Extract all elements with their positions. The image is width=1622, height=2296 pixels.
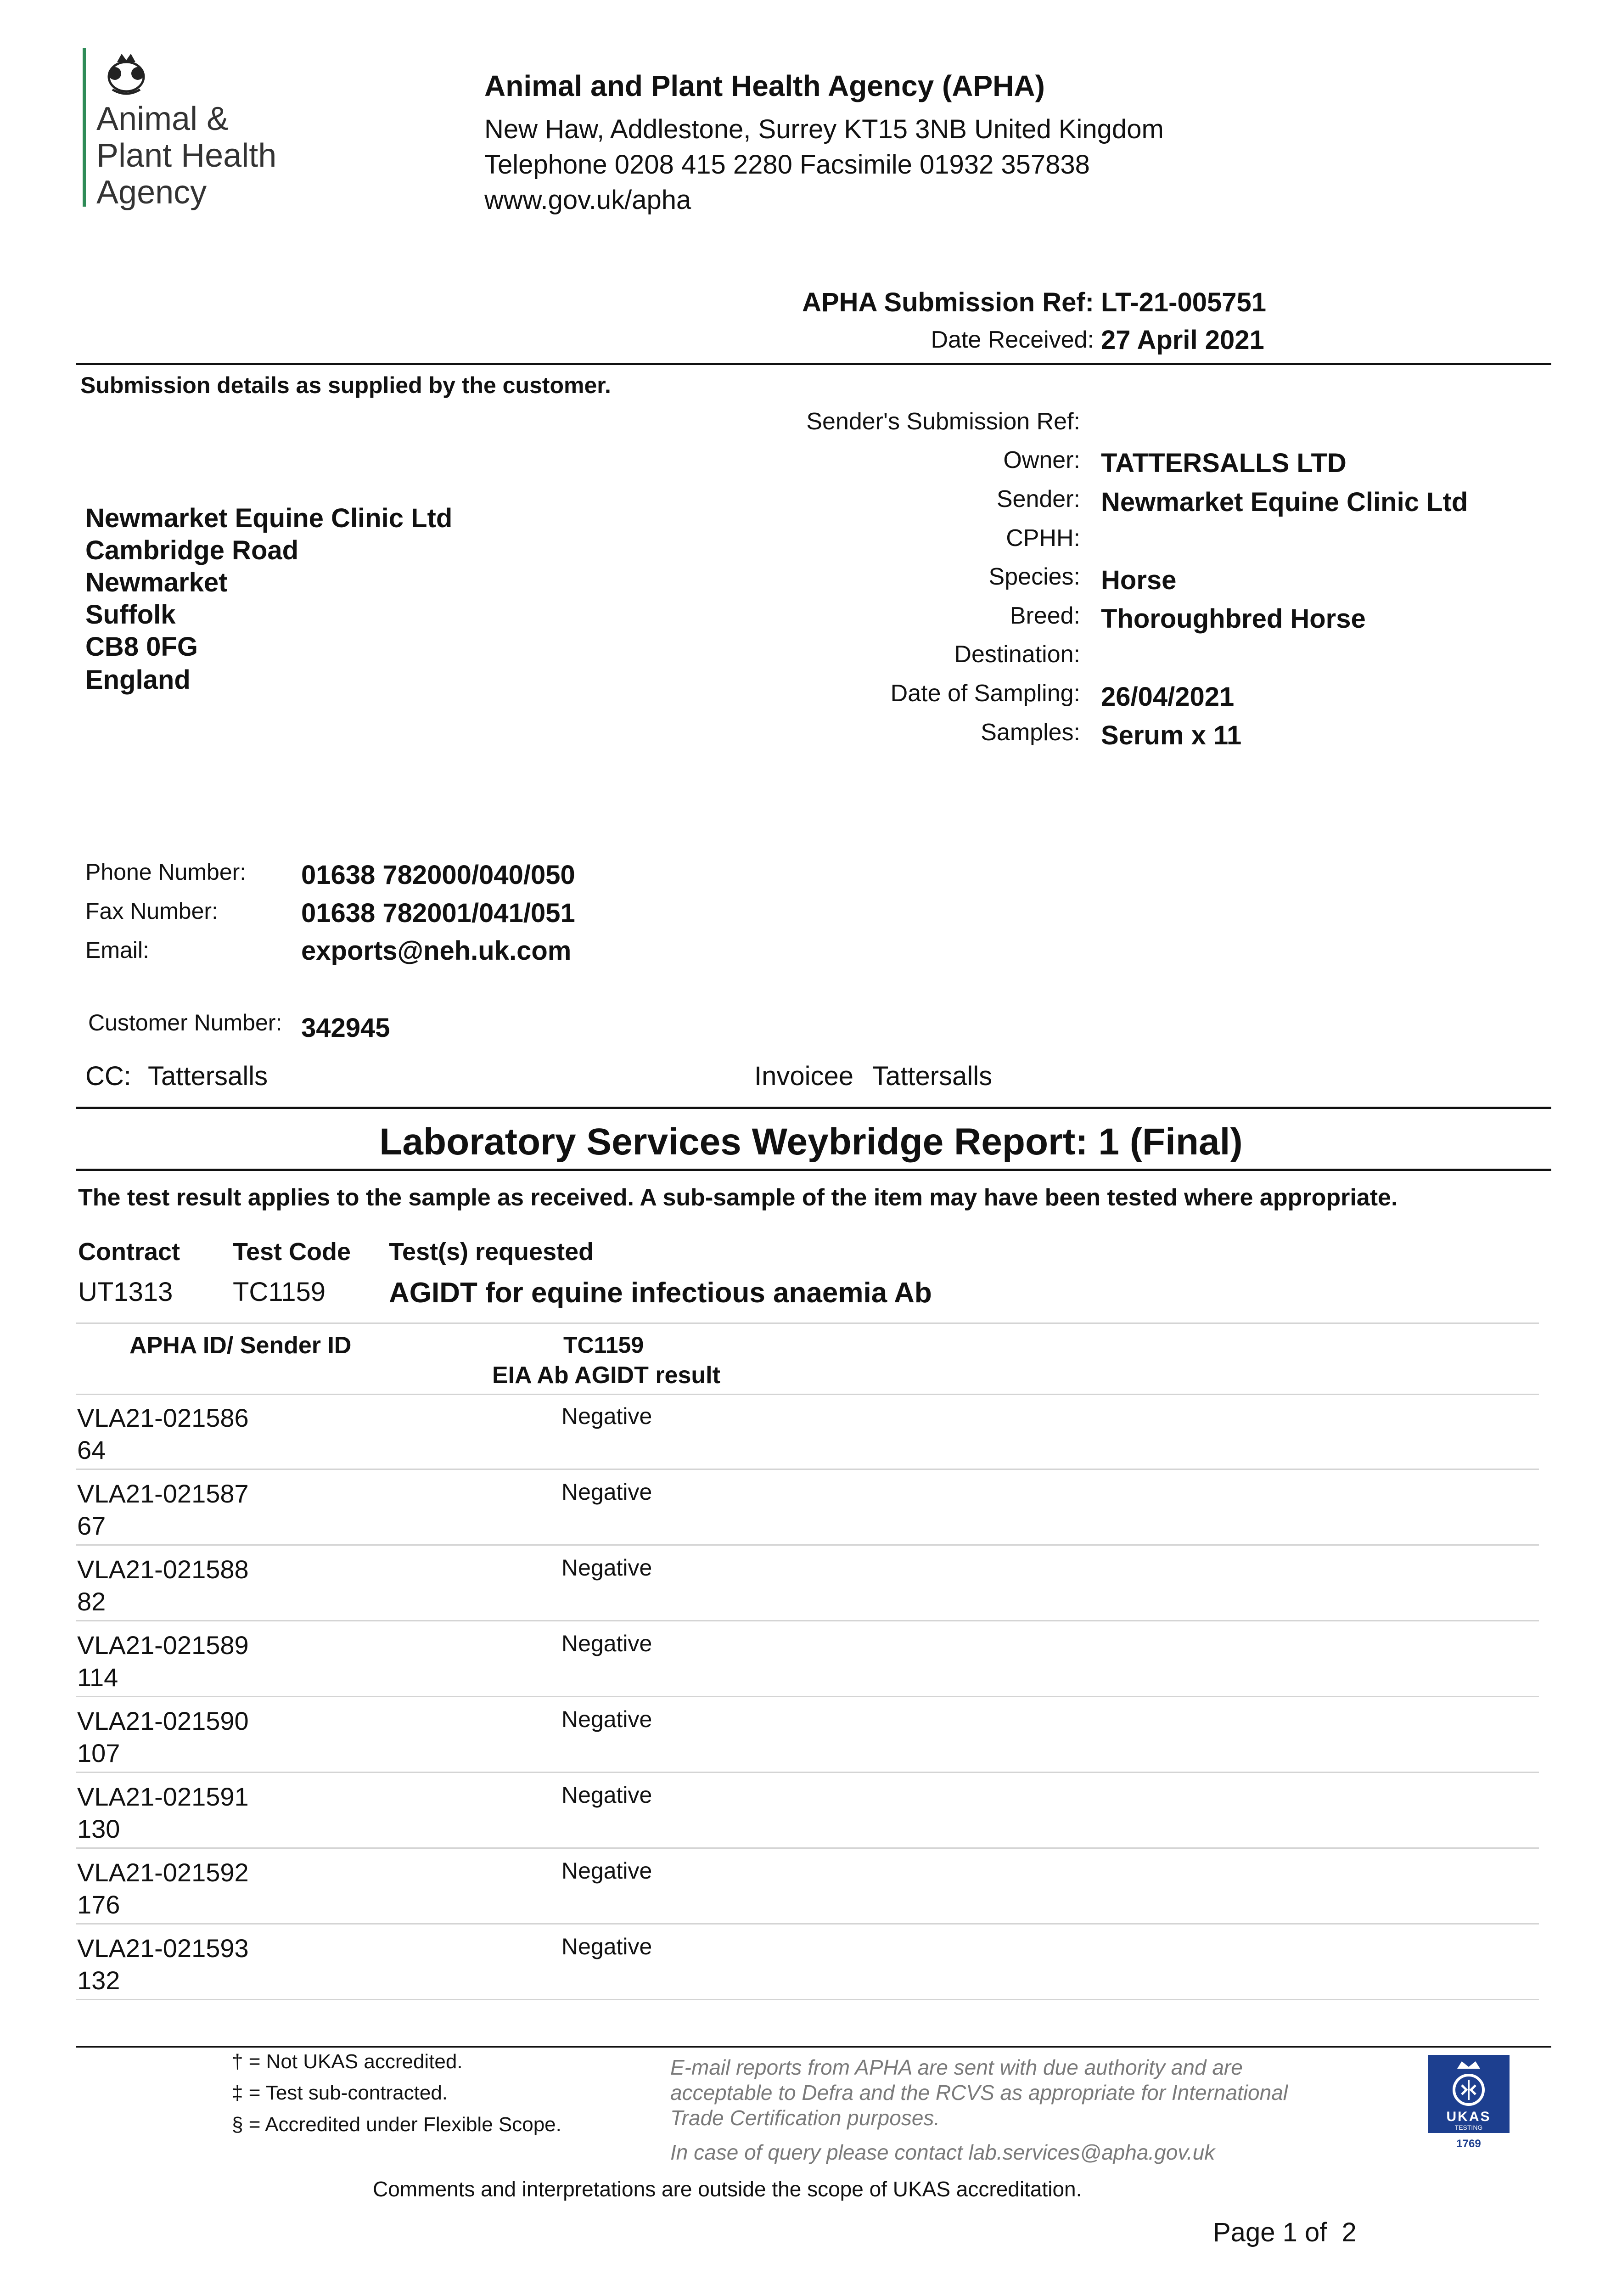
code-column-header: TC1159 — [563, 1332, 644, 1358]
ukas-number: 1769 — [1456, 2138, 1481, 2150]
result-value: Negative — [561, 1479, 652, 1505]
apha-id: VLA21-021591 — [77, 1782, 249, 1811]
report-title-bottom-rule — [76, 1169, 1551, 1171]
sampling-date-value: 26/04/2021 — [1101, 682, 1235, 712]
results-top-divider — [76, 1322, 1539, 1324]
row-divider — [76, 1772, 1539, 1773]
senders-ref-label: Sender's Submission Ref: — [806, 408, 1080, 435]
date-received-value: 27 April 2021 — [1101, 325, 1264, 355]
ukas-accreditation-logo — [1428, 2055, 1510, 2161]
date-received-label: Date Received: — [931, 326, 1094, 353]
phone-label: Phone Number: — [85, 859, 247, 885]
apha-id: VLA21-021589 — [77, 1631, 249, 1660]
report-note: The test result applies to the sample as received. A sub-sample of the item may have been tested where appropriate. — [78, 1184, 1398, 1211]
sender-id: 114 — [77, 1663, 118, 1692]
page-number: Page 1 of 2 — [1213, 2217, 1357, 2247]
email-note-line: E-mail reports from APHA are sent with due authority and are — [670, 2055, 1243, 2079]
row-divider — [76, 1847, 1539, 1849]
breed-value: Thoroughbred Horse — [1101, 604, 1366, 634]
samples-label: Samples: — [981, 719, 1080, 746]
address-line: Suffolk — [85, 600, 176, 630]
logo-text-line3: Agency — [96, 174, 207, 211]
row-divider — [76, 1469, 1539, 1470]
apha-id: VLA21-021590 — [77, 1706, 249, 1735]
logo-text-line1: Animal & — [96, 101, 229, 137]
invoicee-label: Invoicee — [754, 1061, 854, 1091]
row-divider — [76, 1923, 1539, 1925]
id-column-header: APHA ID/ Sender ID — [129, 1332, 352, 1359]
customer-number-value: 342945 — [301, 1013, 390, 1043]
submission-details-heading: Submission details as supplied by the customer. — [80, 372, 611, 398]
apha-id: VLA21-021587 — [77, 1479, 249, 1508]
owner-label: Owner: — [1003, 447, 1080, 473]
tests-value: AGIDT for equine infectious anaemia Ab — [389, 1277, 932, 1309]
test-code-value: TC1159 — [233, 1277, 326, 1307]
submission-ref-value: LT-21-005751 — [1101, 287, 1267, 317]
agency-address: New Haw, Addlestone, Surrey KT15 3NB United Kingdom — [484, 114, 1164, 144]
apha-id: VLA21-021593 — [77, 1934, 249, 1963]
result-value: Negative — [561, 1403, 652, 1429]
row-divider — [76, 1696, 1539, 1697]
owner-value: TATTERSALLS LTD — [1101, 448, 1347, 478]
result-value: Negative — [561, 1934, 652, 1959]
email-label: Email: — [85, 937, 149, 963]
address-line: England — [85, 665, 191, 695]
royal-crest-icon — [96, 48, 156, 99]
result-value: Negative — [561, 1782, 652, 1808]
email-note-line: Trade Certification purposes. — [670, 2106, 940, 2130]
agency-phone-fax: Telephone 0208 415 2280 Facsimile 01932 357838 — [484, 150, 1090, 180]
result-value: Negative — [561, 1706, 652, 1732]
logo-green-bar — [83, 48, 86, 207]
legend-line: § = Accredited under Flexible Scope. — [232, 2113, 561, 2136]
samples-value: Serum x 11 — [1101, 720, 1242, 750]
row-divider — [76, 1999, 1539, 2000]
email-note-line: acceptable to Defra and the RCVS as appropriate for International — [670, 2081, 1288, 2105]
email-value[interactable]: exports@neh.uk.com — [301, 936, 572, 966]
cc-value: Tattersalls — [148, 1061, 268, 1091]
result-value: Negative — [561, 1631, 652, 1656]
customer-number-label: Customer Number: — [88, 1010, 282, 1035]
query-note: In case of query please contact lab.services@apha.gov.uk — [670, 2140, 1215, 2164]
row-divider — [76, 1544, 1539, 1546]
sender-id: 176 — [77, 1890, 120, 1919]
header-divider — [76, 363, 1551, 365]
sender-id: 67 — [77, 1511, 106, 1540]
ukas-text: UKAS — [1446, 2109, 1491, 2124]
sender-id: 107 — [77, 1739, 120, 1767]
breed-label: Breed: — [1010, 602, 1080, 629]
cc-label: CC: — [85, 1061, 131, 1091]
apha-id: VLA21-021588 — [77, 1555, 249, 1584]
agency-name: Animal and Plant Health Agency (APHA) — [484, 69, 1045, 102]
sender-value: Newmarket Equine Clinic Ltd — [1101, 487, 1468, 517]
contract-value: UT1313 — [78, 1277, 173, 1307]
contract-header: Contract — [78, 1238, 180, 1266]
fax-value: 01638 782001/041/051 — [301, 898, 575, 928]
species-value: Horse — [1101, 565, 1177, 595]
phone-value: 01638 782000/040/050 — [301, 860, 575, 890]
test-code-header: Test Code — [233, 1238, 351, 1266]
species-label: Species: — [988, 563, 1080, 590]
ukas-sub: TESTING — [1454, 2124, 1483, 2131]
result-value: Negative — [561, 1858, 652, 1884]
address-line: Newmarket Equine Clinic Ltd — [85, 503, 453, 533]
address-line: CB8 0FG — [85, 632, 198, 662]
sender-id: 130 — [77, 1814, 120, 1843]
sampling-date-label: Date of Sampling: — [890, 680, 1080, 707]
footer-divider — [76, 2046, 1551, 2048]
sender-id: 82 — [77, 1587, 106, 1616]
address-line: Newmarket — [85, 568, 228, 597]
sender-id: 64 — [77, 1435, 106, 1464]
agency-website[interactable]: www.gov.uk/apha — [484, 185, 691, 215]
legend-line: ‡ = Test sub-contracted. — [232, 2082, 448, 2104]
legend-line: † = Not UKAS accredited. — [232, 2050, 463, 2073]
fax-label: Fax Number: — [85, 898, 218, 924]
logo-text-line2: Plant Health — [96, 137, 277, 174]
table-header-divider — [76, 1394, 1539, 1395]
apha-id: VLA21-021592 — [77, 1858, 249, 1887]
tests-header: Test(s) requested — [389, 1238, 594, 1266]
result-value: Negative — [561, 1555, 652, 1581]
ukas-comments-note: Comments and interpretations are outside the scope of UKAS accreditation. — [373, 2177, 1082, 2201]
invoicee-value: Tattersalls — [872, 1061, 993, 1091]
report-title: Laboratory Services Weybridge Report: 1 (Final) — [379, 1121, 1243, 1163]
result-column-header: EIA Ab AGIDT result — [492, 1362, 720, 1389]
submission-ref-label: APHA Submission Ref: — [802, 287, 1094, 317]
row-divider — [76, 1620, 1539, 1621]
apha-id: VLA21-021586 — [77, 1403, 249, 1432]
destination-label: Destination: — [954, 641, 1080, 668]
report-title-top-rule — [76, 1107, 1551, 1109]
address-line: Cambridge Road — [85, 535, 299, 565]
sender-id: 132 — [77, 1966, 120, 1995]
cphh-label: CPHH: — [1006, 525, 1080, 551]
sender-label: Sender: — [996, 486, 1080, 512]
